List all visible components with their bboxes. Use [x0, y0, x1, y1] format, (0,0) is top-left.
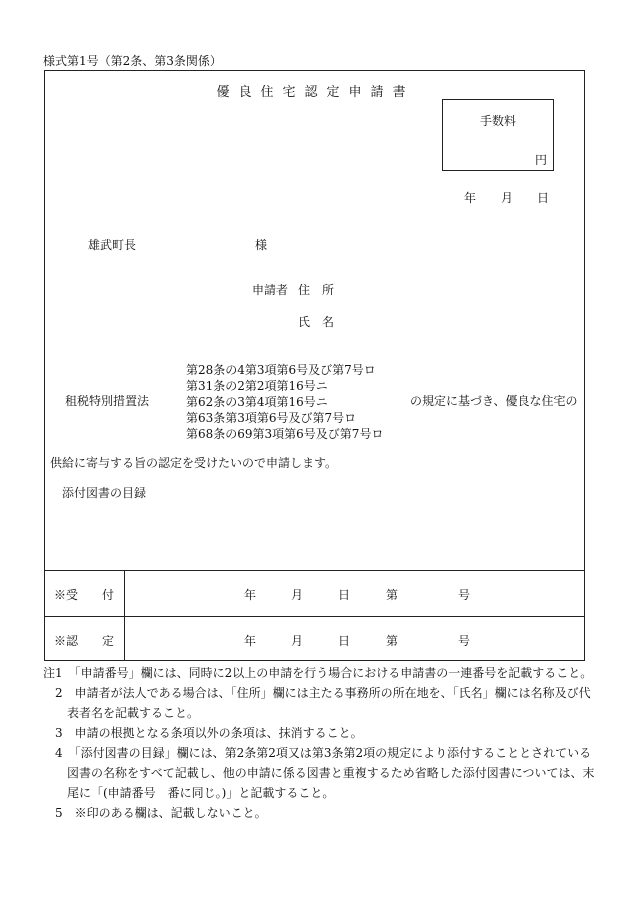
- office-column-divider: [124, 571, 125, 661]
- certification-number-prefix: 第: [386, 634, 399, 648]
- note-line: 2 申請者が法人である場合は、「住所」欄には主たる事務所の所在地を、「氏名」欄には名称及び代: [43, 686, 591, 700]
- form-title: 優良住宅認定申請書: [216, 85, 415, 100]
- date-day-label: 日: [537, 191, 550, 205]
- application-form: [44, 70, 585, 661]
- reception-year: 年: [244, 588, 257, 602]
- note-line: 5 ※印のある欄は、記載しないこと。: [43, 806, 267, 820]
- law-article-4: 第63条第3項第6号及び第7号ロ: [186, 411, 357, 425]
- addressee-name: 雄武町長: [88, 238, 137, 252]
- certification-year: 年: [244, 634, 257, 648]
- note-line: 表者名を記載すること。: [43, 706, 200, 720]
- certification-month: 月: [291, 634, 304, 648]
- office-row-divider: [45, 616, 584, 617]
- certification-number-suffix: 号: [458, 634, 471, 648]
- date-month-label: 月: [501, 191, 514, 205]
- reception-number-prefix: 第: [386, 588, 399, 602]
- fee-box[interactable]: [442, 99, 554, 171]
- form-code: 様式第1号（第2条、第3条関係）: [43, 54, 222, 68]
- note-line: 3 申請の根拠となる条項以外の条項は、抹消すること。: [43, 726, 363, 740]
- attachments-label: 添付図書の目録: [62, 486, 147, 500]
- reception-number-suffix: 号: [458, 588, 471, 602]
- law-name: 租税特別措置法: [65, 394, 150, 408]
- law-suffix: の規定に基づき、優良な住宅の: [410, 394, 578, 408]
- applicant-address-label: 住 所: [298, 283, 335, 297]
- notes: [43, 663, 595, 823]
- note-line: 注1 「申請番号」欄には、同時に2以上の申請を行う場合における申請書の一連番号を記載すること。: [43, 666, 593, 680]
- law-article-2: 第31条の2第2項第16号ニ: [186, 379, 328, 393]
- request-text: 供給に寄与する旨の認定を受けたいので申請します。: [50, 456, 338, 470]
- note-line: 図書の名称をすべて記載し、他の申請に係る図書と重複するため省略した添付図書については、末: [43, 766, 595, 780]
- fee-unit: 円: [534, 153, 547, 167]
- fee-label: 手数料: [479, 114, 516, 128]
- applicant-label: 申請者: [252, 283, 289, 297]
- law-article-3: 第62条の3第4項第16号ニ: [186, 395, 328, 409]
- note-line: 尾に「(申請番号 番に同じ。)」と記載すること。: [43, 786, 335, 800]
- certification-label: ※認 定: [54, 634, 115, 648]
- date-year-label: 年: [464, 191, 477, 205]
- addressee-honorific: 様: [255, 238, 268, 252]
- certification-day: 日: [338, 634, 351, 648]
- office-section-divider: [45, 570, 584, 571]
- reception-month: 月: [291, 588, 304, 602]
- reception-label: ※受 付: [54, 588, 115, 602]
- law-article-1: 第28条の4第3項第6号及び第7号ロ: [186, 363, 376, 377]
- reception-day: 日: [338, 588, 351, 602]
- law-article-5: 第68条の69第3項第6号及び第7号ロ: [186, 427, 384, 441]
- note-line: 4 「添付図書の目録」欄には、第2条第2項又は第3条第2項の規定により添付することとされている: [43, 746, 592, 760]
- applicant-name-label: 氏 名: [298, 315, 335, 329]
